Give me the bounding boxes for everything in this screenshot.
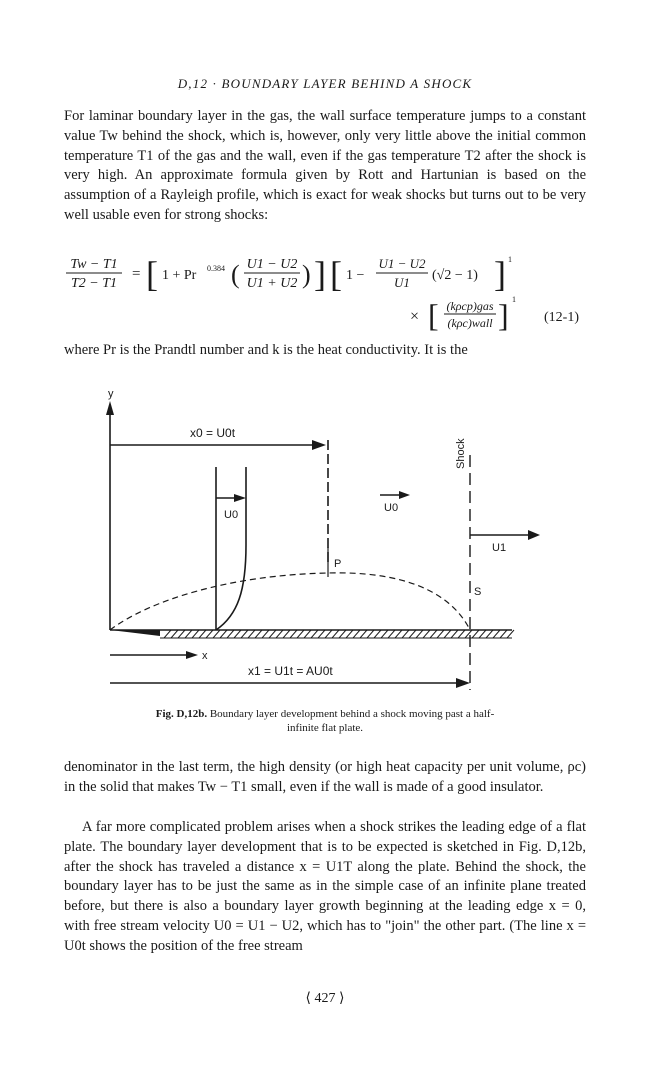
- running-header: D,12 · BOUNDARY LAYER BEHIND A SHOCK: [177, 76, 473, 91]
- paragraph-1: [64, 107, 586, 226]
- hatch-line: [178, 630, 185, 638]
- hatch-line: [164, 630, 171, 638]
- boundary-layer-edge: [110, 573, 470, 630]
- hatch-line: [213, 630, 220, 638]
- hatch-line: [465, 630, 472, 638]
- paragraph-3-text: denominator in the last term, the high density (or high heat capacity per unit volume, ρc) in the solid that makes Tw − T1 small, even if the wall is made of a good insulator.: [64, 759, 586, 795]
- hatch-line: [472, 630, 479, 638]
- hatch-line: [437, 630, 444, 638]
- hatch-line: [493, 630, 500, 638]
- hatch-line: [500, 630, 507, 638]
- hatch-line: [367, 630, 374, 638]
- hatch-line: [248, 630, 255, 638]
- eq-bracket-open-3: [: [428, 297, 439, 332]
- hatch-line: [339, 630, 346, 638]
- u0-right-arrow-head: [399, 491, 410, 499]
- eq-bracket-open-2: [: [330, 254, 342, 294]
- paragraph-2: [64, 341, 586, 361]
- hatch-line: [276, 630, 283, 638]
- eq-bracket2-start: 1 −: [346, 268, 365, 283]
- hatch-line: [255, 630, 262, 638]
- figure-d12b: [80, 385, 540, 700]
- hatch-line: [192, 630, 199, 638]
- hatch-line: [262, 630, 269, 638]
- x0-label: x0 = U0t: [190, 426, 236, 440]
- hatch-line: [332, 630, 339, 638]
- x-axis-arrow: [186, 651, 198, 659]
- shock-label: Shock: [455, 438, 467, 469]
- x-axis-label: x: [202, 650, 208, 662]
- eq-bracket-close-2: ]: [494, 254, 506, 294]
- hatch-line: [304, 630, 311, 638]
- eq-exp-2: 1: [512, 295, 516, 304]
- hatch-line: [402, 630, 409, 638]
- hatch-line: [325, 630, 332, 638]
- hatch-line: [199, 630, 206, 638]
- u0-label: U0: [224, 509, 239, 521]
- hatch-line: [234, 630, 241, 638]
- eq-paren-open: (: [231, 260, 240, 289]
- u1-arrow-head: [528, 530, 540, 540]
- eq-number: (12-1): [544, 310, 579, 325]
- eq-exp: 1: [508, 255, 512, 264]
- hatch-line: [318, 630, 325, 638]
- hatch-line: [374, 630, 381, 638]
- s-label: S: [474, 586, 482, 598]
- hatch-line: [507, 630, 514, 638]
- hatch-line: [395, 630, 402, 638]
- eq-times: ×: [410, 308, 420, 325]
- hatch-line: [185, 630, 192, 638]
- eq-paren-close: ): [302, 260, 311, 289]
- eq-frac2-den: U1: [394, 275, 410, 290]
- x1-label: x1 = U1t = AU0t: [248, 664, 333, 678]
- figure-caption: [150, 707, 500, 735]
- x0-arrow: [312, 440, 326, 450]
- hatch-line: [360, 630, 367, 638]
- hatch-line: [458, 630, 465, 638]
- y-axis-label: y: [108, 388, 114, 400]
- hatch-line: [353, 630, 360, 638]
- hatch-line: [486, 630, 493, 638]
- hatch-line: [416, 630, 423, 638]
- hatch-line: [227, 630, 234, 638]
- hatch-line: [388, 630, 395, 638]
- plate-hatching: [164, 630, 514, 638]
- velocity-profile-curve: [216, 545, 246, 630]
- eq-frac3-den: (kρc)wall: [447, 316, 493, 330]
- hatch-line: [171, 630, 178, 638]
- hatch-line: [241, 630, 248, 638]
- hatch-line: [423, 630, 430, 638]
- hatch-line: [283, 630, 290, 638]
- paragraph-4-text: A far more complicated problem arises when a shock strikes the leading edge of a flat plate. The boundary layer development that is to be expected is sketched in Fig. D,12b, after the shock has traveled a distance x = U1T along the plate. Behind the shock, the boundary layer has to be just the same as in the simple case of an infinite plane treated before, but there is also a boundary layer growth beginning at the leading edge x = 0, with free stream velocity U0 = U1 − U2, which has to "join" the other part. (The line x = U0t shows the position of the free stream: [64, 819, 586, 954]
- hatch-line: [297, 630, 304, 638]
- hatch-line: [381, 630, 388, 638]
- eq-pr-exp: 0.384: [207, 264, 225, 273]
- hatch-line: [479, 630, 486, 638]
- hatch-line: [269, 630, 276, 638]
- hatch-line: [206, 630, 213, 638]
- eq-frac3-num: (kρcp)gas: [446, 299, 494, 313]
- caption-label: Fig. D,12b.: [155, 708, 208, 720]
- eq-bracket-close-3: ]: [498, 297, 509, 332]
- eq-lhs-num: Tw − T1: [70, 257, 118, 272]
- eq-sqrt-term: (√2 − 1): [432, 268, 478, 283]
- hatch-line: [451, 630, 458, 638]
- hatch-line: [220, 630, 227, 638]
- u1-label: U1: [492, 542, 507, 554]
- page-number: ⟨ 427 ⟩: [305, 991, 345, 1006]
- eq-pr-term: 1 + Pr: [162, 268, 197, 283]
- eq-frac1-num: U1 − U2: [246, 257, 298, 272]
- eq-frac2-num: U1 − U2: [378, 256, 426, 271]
- hatch-line: [444, 630, 451, 638]
- eq-bracket-close-1: ]: [314, 254, 326, 294]
- hatch-line: [290, 630, 297, 638]
- flat-plate-leading-edge: [110, 630, 160, 636]
- p-label: P: [334, 558, 342, 570]
- hatch-line: [430, 630, 437, 638]
- eq-frac1-den: U1 + U2: [246, 276, 298, 291]
- hatch-line: [409, 630, 416, 638]
- u0-arrow-head: [234, 494, 246, 502]
- equation-12-1: [64, 250, 586, 332]
- caption-text: Boundary layer development behind a shock moving past a half-infinite flat plate.: [209, 708, 495, 734]
- paragraph-4: [64, 818, 586, 957]
- hatch-line: [346, 630, 353, 638]
- hatch-line: [311, 630, 318, 638]
- paragraph-3: [64, 758, 586, 798]
- x1-arrow: [456, 678, 470, 688]
- eq-lhs-den: T2 − T1: [70, 276, 118, 291]
- u0-right-label: U0: [384, 502, 399, 514]
- eq-bracket-open-1: [: [146, 254, 158, 294]
- y-axis-arrow: [106, 401, 114, 415]
- paragraph-1-text: For laminar boundary layer in the gas, the wall surface temperature jumps to a constant value Tw behind the shock, which is, however, only very little above the initial common temperature T1 of the gas and the wall, even if the gas temperature T2 after the shock is very high. An approximate formula given by Rott and Hartunian is based on the assumption of a Rayleigh profile, which is exact for weak shocks but turns out to be very well usable even for strong shocks:: [64, 108, 586, 223]
- paragraph-2-text: where Pr is the Prandtl number and k is the heat conductivity. It is the: [64, 342, 468, 358]
- eq-equals: =: [132, 266, 141, 282]
